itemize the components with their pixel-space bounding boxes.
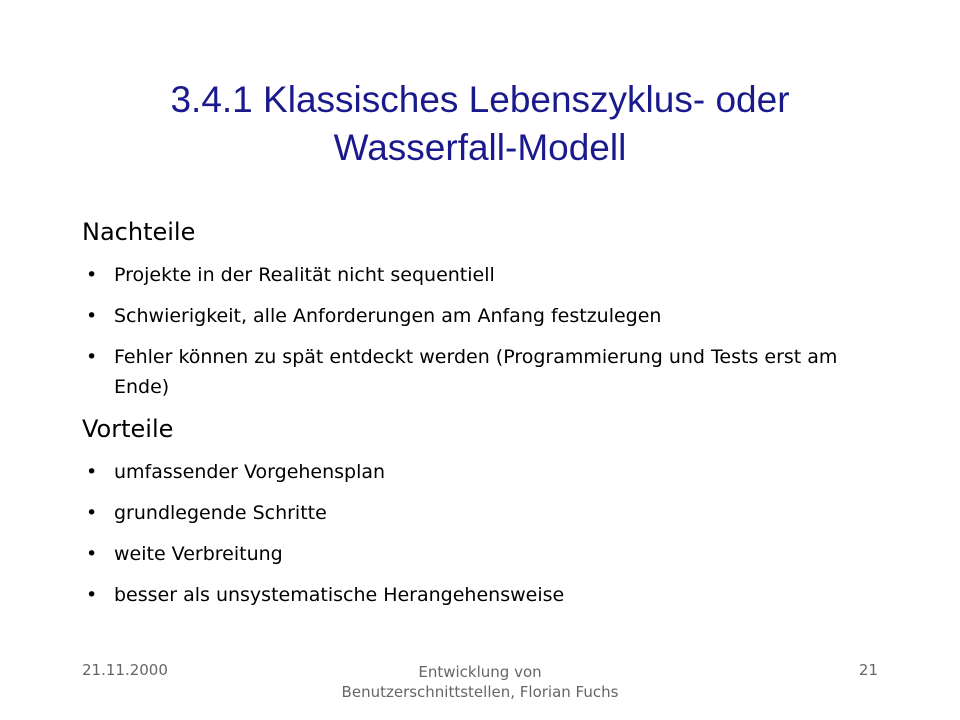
bullet-icon: • [86,502,98,524]
list-item-text: umfassender Vorgehensplan [114,461,386,483]
bullet-icon: • [86,584,98,606]
slide-title [60,76,900,172]
list-item [82,539,882,569]
bullet-icon: • [86,264,98,286]
list-item-text: besser als unsystematische Herangehensweise [114,584,565,606]
bullet-icon: • [86,461,98,483]
list-item-text: grundlegende Schritte [114,502,327,524]
list-item-text: Fehler können zu spät entdeckt werden (Programmierung und Tests erst am Ende) [114,346,838,398]
list-item-text: Projekte in der Realität nicht sequentiell [114,264,495,286]
list-item [82,457,882,487]
bullet-list-vorteile [82,457,882,610]
slide-title-line-2: Wasserfall-Modell [333,127,627,168]
bullet-list-nachteile [82,260,882,402]
section-heading-vorteile: Vorteile [82,415,174,443]
list-item [82,580,882,610]
list-item [82,260,882,290]
list-item-text: Schwierigkeit, alle Anforderungen am Anfang festzulegen [114,305,662,327]
bullet-icon: • [86,543,98,565]
footer-center-text: Entwicklung von Benutzerschnittstellen, Florian Fuchs [341,663,619,701]
footer-page-number: 21 [858,661,878,679]
list-item [82,301,882,331]
list-item-text: weite Verbreitung [114,543,283,565]
section-heading-nachteile: Nachteile [82,218,196,246]
bullet-icon: • [86,305,98,327]
footer-date: 21.11.2000 [82,661,168,679]
slide-content [82,216,882,621]
slide-title-line-1: 3.4.1 Klassisches Lebenszyklus- oder [170,79,790,120]
list-item [82,342,882,402]
bullet-icon: • [86,346,98,368]
list-item [82,498,882,528]
